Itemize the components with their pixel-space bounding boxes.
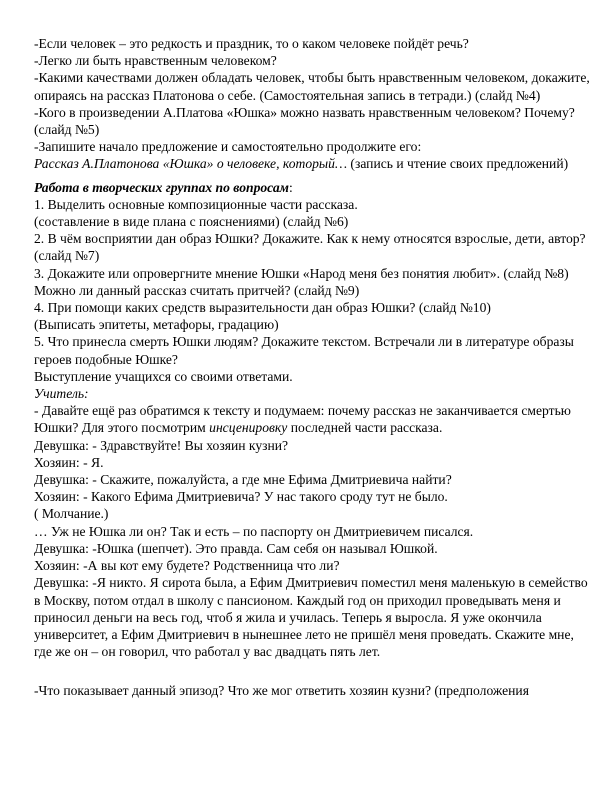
sentence-note: (запись и чтение своих предложений) xyxy=(347,156,569,172)
teacher-text xyxy=(34,402,594,436)
task-line: 3. Докажите или опровергните мнение Юшки «Народ меня без понятия любит». (слайд №8) xyxy=(34,265,569,281)
task-line: 2. В чём восприятии дан образ Юшки? Докажите. Как к нему относятся взрослые, дети, автор? (слайд №7) xyxy=(34,231,586,264)
teacher-text-after: последней части рассказа. xyxy=(287,420,443,436)
dialogue-line: Хозяин: - Я. xyxy=(34,454,104,470)
sentence-prompt xyxy=(34,155,594,172)
teacher-label: Учитель: xyxy=(34,386,89,402)
teacher-text-before: - Давайте ещё раз обратимся к тексту и подумаем: почему рассказ не заканчивается смертью Юшки? Для этого посмотрим xyxy=(34,403,571,436)
teacher-text-italic: инсценировку xyxy=(209,420,288,436)
dialogue-line: Хозяин: - Какого Ефима Дмитриевича? У нас такого сроду тут не было. xyxy=(34,489,448,505)
dialogue-line: Девушка: -Юшка (шепчет). Это правда. Сам себя он называл Юшкой. xyxy=(34,540,438,556)
task-line: (Выписать эпитеты, метафоры, градацию) xyxy=(34,317,279,333)
question-line: -Легко ли быть нравственным человеком? xyxy=(34,53,277,69)
dialogue-line: … Уж не Юшка ли он? Так и есть – по паспорту он Дмитриевичем писался. xyxy=(34,523,474,539)
question-line: -Запишите начало предложение и самостоятельно продолжите его: xyxy=(34,139,422,155)
question-line: -Кого в произведении А.Платова «Юшка» можно назвать нравственным человеком? Почему?(слайд №5) xyxy=(34,104,575,138)
document-page xyxy=(34,35,594,700)
dialogue-line: Девушка: - Скажите, пожалуйста, а где мне Ефима Дмитриевича найти? xyxy=(34,472,452,488)
italic-sentence: Рассказ А.Платонова «Юшка» о человеке, который… xyxy=(34,156,348,172)
dialogue-line: Девушка: - Здравствуйте! Вы хозяин кузни? xyxy=(34,437,289,453)
dialogue-line: Девушка: -Я никто. Я сирота была, а Ефим Дмитриевич поместил меня маленькую в семейство в Москву, потом отдал в школу с пансионом. Каждый год он приходил проведывать меня и приносил деньги на весь год, чтоб я жила и училась. Теперь я выросла. Я уже окончила университет, а Ефим Дмитриевич в нынешнее лето не пришёл меня проведать. Скажите мне, где же он – он говорил, что работал у вас двадцать пять лет. xyxy=(34,575,588,660)
group-work-title: Работа в творческих группах по вопросам xyxy=(34,179,289,195)
task-line: Выступление учащихся со своими ответами. xyxy=(34,368,293,384)
task-line: (составление в виде плана с пояснениями) (слайд №6) xyxy=(34,214,349,230)
task-line: 5. Что принесла смерть Юшки людям? Докажите текстом. Встречали ли в литературе образы героев подобные Юшке? xyxy=(34,334,574,367)
spacer xyxy=(34,660,594,682)
group-work-heading xyxy=(34,179,594,196)
question-line: -Какими качествами должен обладать человек, чтобы быть нравственным человеком, докажите, опираясь на рассказ Платонова о себе. (Самостоятельная запись в тетради.) (слайд №4) xyxy=(34,70,590,103)
question-line: -Если человек – это редкость и праздник, то о каком человеке пойдёт речь? xyxy=(34,36,469,51)
task-line: 4. При помощи каких средств выразительности дан образ Юшки? (слайд №10) xyxy=(34,300,491,316)
group-work-colon: : xyxy=(288,179,293,195)
task-line: Можно ли данный рассказ считать притчей? (слайд №9) xyxy=(34,282,360,298)
task-line: 1. Выделить основные композиционные части рассказа. xyxy=(34,196,358,212)
dialogue-line: Хозяин: -А вы кот ему будете? Родственница что ли? xyxy=(34,558,340,574)
final-question: -Что показывает данный эпизод? Что же мог ответить хозяин кузни? (предположения xyxy=(34,683,529,699)
dialogue-line: ( Молчание.) xyxy=(34,506,109,522)
